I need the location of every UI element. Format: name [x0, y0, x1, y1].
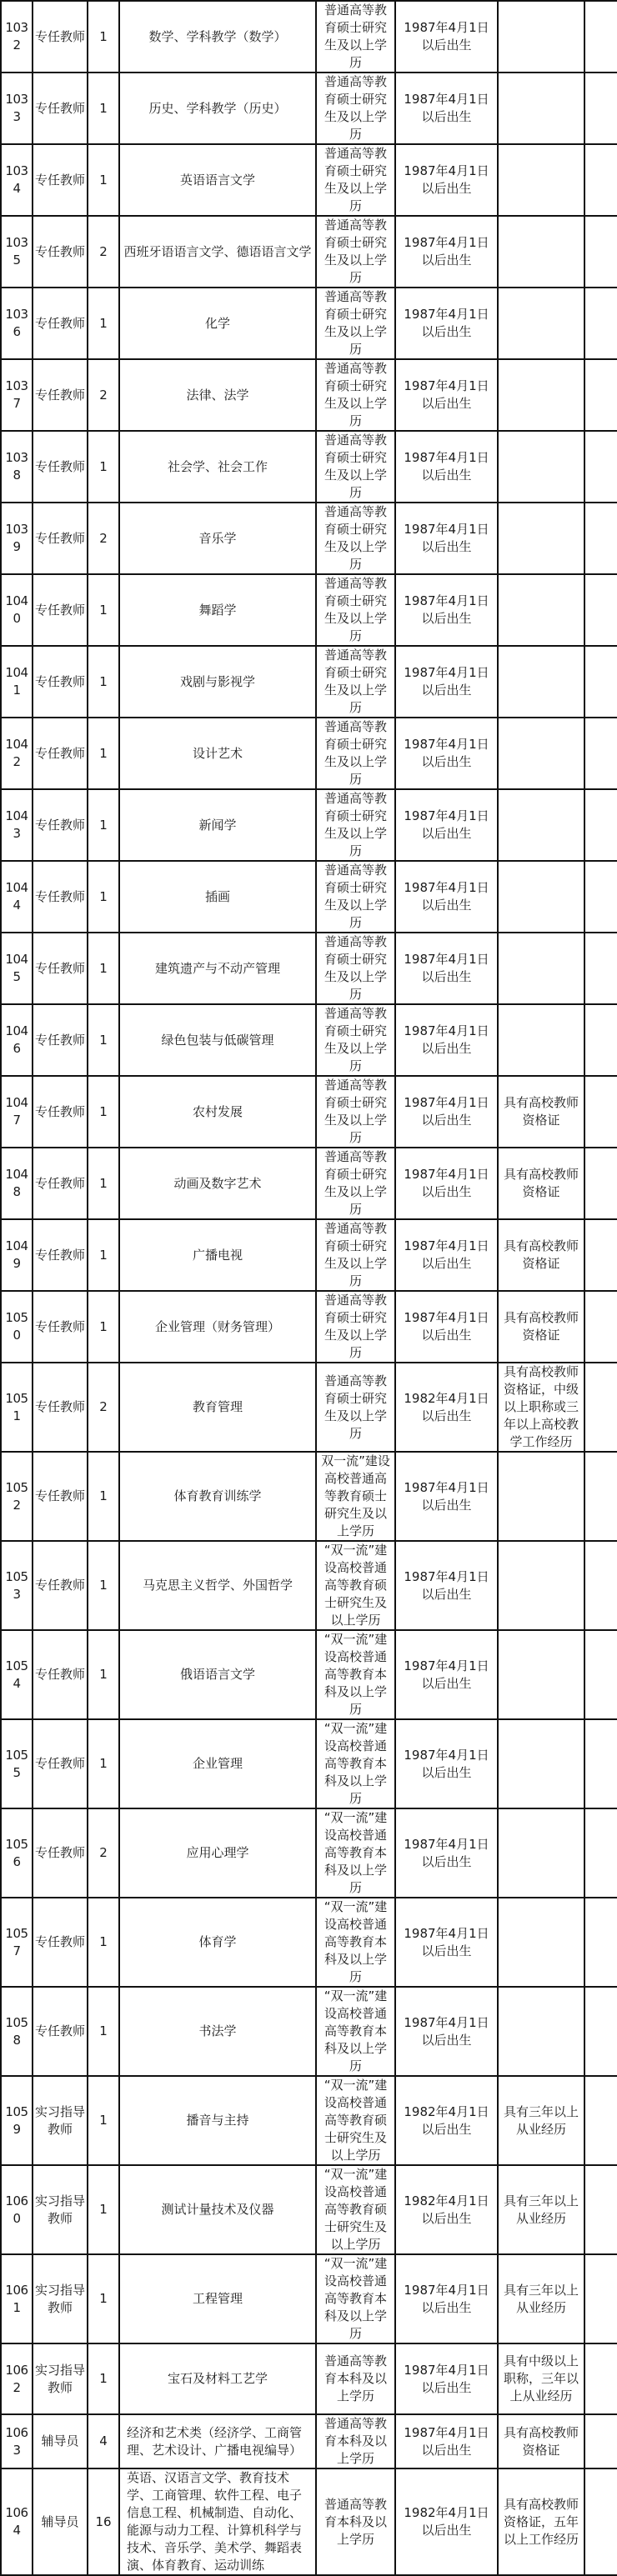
birth-date-cell: 1987年4月1日以后出生: [395, 933, 498, 1004]
other-requirement-cell: [498, 1630, 584, 1719]
birth-date-cell: 1987年4月1日以后出生: [395, 288, 498, 359]
table-row: [1, 861, 617, 933]
major-cell: 英语语言文学: [119, 144, 316, 216]
education-cell: 普通高等教育硕士研究生及以上学历: [316, 1076, 395, 1148]
headcount-cell: 2: [88, 1363, 119, 1452]
position-name-cell: 专任教师: [33, 1148, 88, 1219]
headcount-cell: 1: [88, 1291, 119, 1363]
headcount-cell: 1: [88, 2254, 119, 2343]
major-cell: 社会学、社会工作: [119, 431, 316, 503]
birth-date-cell: 1987年4月1日以后出生: [395, 144, 498, 216]
remarks-cell: [584, 2076, 617, 2165]
major-cell: 广播电视: [119, 1219, 316, 1291]
headcount-cell: 1: [88, 1452, 119, 1541]
other-requirement-cell: [498, 718, 584, 789]
position-code-cell: 1058: [1, 1987, 33, 2076]
major-cell: 建筑遗产与不动产管理: [119, 933, 316, 1004]
major-cell: 企业管理（财务管理）: [119, 1291, 316, 1363]
position-code-cell: 1055: [1, 1719, 33, 1808]
headcount-cell: 1: [88, 2076, 119, 2165]
birth-date-cell: 1987年4月1日以后出生: [395, 2254, 498, 2343]
birth-date-cell: 1987年4月1日以后出生: [395, 574, 498, 646]
table-row: [1, 2076, 617, 2165]
remarks-cell: [584, 503, 617, 574]
education-cell: “双一流”建设高校普通高等教育硕士研究生及以上学历: [316, 2076, 395, 2165]
position-name-cell: 实习指导教师: [33, 2254, 88, 2343]
position-name-cell: 专任教师: [33, 861, 88, 933]
headcount-cell: 16: [88, 2468, 119, 2575]
headcount-cell: 1: [88, 718, 119, 789]
headcount-cell: 1: [88, 789, 119, 861]
position-name-cell: 专任教师: [33, 1808, 88, 1898]
birth-date-cell: 1987年4月1日以后出生: [395, 73, 498, 144]
position-name-cell: 专任教师: [33, 646, 88, 718]
major-cell: 插画: [119, 861, 316, 933]
other-requirement-cell: [498, 144, 584, 216]
headcount-cell: 1: [88, 861, 119, 933]
position-name-cell: 实习指导教师: [33, 2343, 88, 2414]
major-cell: 法律、法学: [119, 359, 316, 431]
birth-date-cell: 1987年4月1日以后出生: [395, 1148, 498, 1219]
headcount-cell: 2: [88, 359, 119, 431]
education-cell: “双一流”建设高校普通高等教育本科及以上学历: [316, 1987, 395, 2076]
other-requirement-cell: 具有中级以上职称，三年以上从业经历: [498, 2343, 584, 2414]
education-cell: “双一流”建设高校普通高等教育硕士研究生及以上学历: [316, 1541, 395, 1630]
birth-date-cell: 1982年4月1日以后出生: [395, 1363, 498, 1452]
headcount-cell: 1: [88, 1004, 119, 1076]
birth-date-cell: 1987年4月1日以后出生: [395, 789, 498, 861]
headcount-cell: 1: [88, 1, 119, 73]
headcount-cell: 1: [88, 1219, 119, 1291]
major-cell: 西班牙语语言文学、德语语言文学: [119, 216, 316, 288]
other-requirement-cell: [498, 431, 584, 503]
birth-date-cell: 1987年4月1日以后出生: [395, 1004, 498, 1076]
remarks-cell: [584, 1291, 617, 1363]
position-code-cell: 1049: [1, 1219, 33, 1291]
position-code-cell: 1042: [1, 718, 33, 789]
remarks-cell: [584, 646, 617, 718]
major-cell: 农村发展: [119, 1076, 316, 1148]
remarks-cell: [584, 1363, 617, 1452]
major-cell: 企业管理: [119, 1719, 316, 1808]
other-requirement-cell: [498, 1987, 584, 2076]
other-requirement-cell: [498, 73, 584, 144]
major-cell: 数学、学科教学（数学）: [119, 1, 316, 73]
headcount-cell: 1: [88, 288, 119, 359]
table-row: [1, 1898, 617, 1987]
headcount-cell: 2: [88, 1808, 119, 1898]
remarks-cell: [584, 933, 617, 1004]
other-requirement-cell: [498, 1004, 584, 1076]
position-code-cell: 1048: [1, 1148, 33, 1219]
education-cell: 普通高等教育硕士研究生及以上学历: [316, 288, 395, 359]
position-code-cell: 1037: [1, 359, 33, 431]
position-code-cell: 1045: [1, 933, 33, 1004]
headcount-cell: 1: [88, 1148, 119, 1219]
position-code-cell: 1062: [1, 2343, 33, 2414]
other-requirement-cell: [498, 1452, 584, 1541]
major-cell: 体育教育训练学: [119, 1452, 316, 1541]
other-requirement-cell: 具有高校教师资格证: [498, 1148, 584, 1219]
major-cell: 宝石及材料工艺学: [119, 2343, 316, 2414]
table-row: [1, 144, 617, 216]
major-cell: 绿色包装与低碳管理: [119, 1004, 316, 1076]
headcount-cell: 1: [88, 144, 119, 216]
other-requirement-cell: 具有三年以上从业经历: [498, 2076, 584, 2165]
position-code-cell: 1059: [1, 2076, 33, 2165]
position-code-cell: 1054: [1, 1630, 33, 1719]
position-code-cell: 1043: [1, 789, 33, 861]
table-row: [1, 288, 617, 359]
position-name-cell: 专任教师: [33, 1363, 88, 1452]
table-row: [1, 1630, 617, 1719]
education-cell: 普通高等教育本科及以上学历: [316, 2468, 395, 2575]
major-cell: 测试计量技术及仪器: [119, 2165, 316, 2254]
major-cell: 应用心理学: [119, 1808, 316, 1898]
birth-date-cell: 1982年4月1日以后出生: [395, 2468, 498, 2575]
position-name-cell: 专任教师: [33, 718, 88, 789]
remarks-cell: [584, 2165, 617, 2254]
education-cell: “双一流”建设高校普通高等教育本科及以上学历: [316, 1898, 395, 1987]
education-cell: 普通高等教育硕士研究生及以上学历: [316, 1148, 395, 1219]
headcount-cell: 1: [88, 73, 119, 144]
major-cell: 英语、汉语言文学、教育技术学、工商管理、软件工程、电子信息工程、机械制造、自动化、能源与动力工程、计算机科学与技术、音乐学、美术学、舞蹈表演、体育教育、运动训练: [119, 2468, 316, 2575]
position-name-cell: 专任教师: [33, 1987, 88, 2076]
birth-date-cell: 1987年4月1日以后出生: [395, 1987, 498, 2076]
major-cell: 体育学: [119, 1898, 316, 1987]
position-code-cell: 1046: [1, 1004, 33, 1076]
education-cell: “双一流”建设高校普通高等教育本科及以上学历: [316, 1630, 395, 1719]
table-row: [1, 2165, 617, 2254]
position-code-cell: 1039: [1, 503, 33, 574]
birth-date-cell: 1987年4月1日以后出生: [395, 1076, 498, 1148]
other-requirement-cell: [498, 1719, 584, 1808]
education-cell: 普通高等教育硕士研究生及以上学历: [316, 359, 395, 431]
remarks-cell: [584, 574, 617, 646]
position-name-cell: 专任教师: [33, 73, 88, 144]
position-code-cell: 1052: [1, 1452, 33, 1541]
table-row: [1, 1, 617, 73]
table-row: [1, 503, 617, 574]
birth-date-cell: 1987年4月1日以后出生: [395, 861, 498, 933]
major-cell: 设计艺术: [119, 718, 316, 789]
birth-date-cell: 1987年4月1日以后出生: [395, 646, 498, 718]
position-name-cell: 专任教师: [33, 431, 88, 503]
other-requirement-cell: [498, 1808, 584, 1898]
position-code-cell: 1064: [1, 2468, 33, 2575]
table-row: [1, 718, 617, 789]
birth-date-cell: 1987年4月1日以后出生: [395, 2343, 498, 2414]
headcount-cell: 1: [88, 1987, 119, 2076]
position-code-cell: 1051: [1, 1363, 33, 1452]
education-cell: 普通高等教育本科及以上学历: [316, 2414, 395, 2468]
education-cell: 普通高等教育本科及以上学历: [316, 2343, 395, 2414]
major-cell: 工程管理: [119, 2254, 316, 2343]
table-row: [1, 2254, 617, 2343]
position-name-cell: 专任教师: [33, 359, 88, 431]
position-code-cell: 1053: [1, 1541, 33, 1630]
table-row: [1, 933, 617, 1004]
remarks-cell: [584, 73, 617, 144]
headcount-cell: 1: [88, 933, 119, 1004]
position-name-cell: 专任教师: [33, 1541, 88, 1630]
major-cell: 经济和艺术类（经济学、工商管理、艺术设计、广播电视编导）: [119, 2414, 316, 2468]
position-name-cell: 专任教师: [33, 1630, 88, 1719]
education-cell: “双一流”建设高校普通高等教育本科及以上学历: [316, 2254, 395, 2343]
headcount-cell: 1: [88, 1076, 119, 1148]
headcount-cell: 2: [88, 216, 119, 288]
headcount-cell: 1: [88, 1719, 119, 1808]
remarks-cell: [584, 2414, 617, 2468]
major-cell: 戏剧与影视学: [119, 646, 316, 718]
education-cell: 普通高等教育硕士研究生及以上学历: [316, 216, 395, 288]
major-cell: 化学: [119, 288, 316, 359]
table-row: [1, 2414, 617, 2468]
table-row: [1, 1808, 617, 1898]
education-cell: 普通高等教育硕士研究生及以上学历: [316, 1219, 395, 1291]
position-name-cell: 专任教师: [33, 1898, 88, 1987]
remarks-cell: [584, 1076, 617, 1148]
other-requirement-cell: [498, 1541, 584, 1630]
position-name-cell: 专任教师: [33, 574, 88, 646]
table-row: [1, 1076, 617, 1148]
remarks-cell: [584, 1, 617, 73]
table-row: [1, 359, 617, 431]
education-cell: 普通高等教育硕士研究生及以上学历: [316, 646, 395, 718]
remarks-cell: [584, 1898, 617, 1987]
other-requirement-cell: [498, 861, 584, 933]
education-cell: 普通高等教育硕士研究生及以上学历: [316, 503, 395, 574]
other-requirement-cell: 具有三年以上从业经历: [498, 2165, 584, 2254]
other-requirement-cell: [498, 1898, 584, 1987]
position-name-cell: 专任教师: [33, 503, 88, 574]
table-row: [1, 1719, 617, 1808]
remarks-cell: [584, 1808, 617, 1898]
position-name-cell: 专任教师: [33, 1076, 88, 1148]
headcount-cell: 2: [88, 503, 119, 574]
table-row: [1, 1148, 617, 1219]
birth-date-cell: 1987年4月1日以后出生: [395, 1808, 498, 1898]
birth-date-cell: 1987年4月1日以后出生: [395, 1, 498, 73]
birth-date-cell: 1982年4月1日以后出生: [395, 2076, 498, 2165]
remarks-cell: [584, 2343, 617, 2414]
headcount-cell: 1: [88, 2343, 119, 2414]
education-cell: “双一流”建设高校普通高等教育硕士研究生及以上学历: [316, 2165, 395, 2254]
education-cell: 普通高等教育硕士研究生及以上学历: [316, 1004, 395, 1076]
table-row: [1, 574, 617, 646]
other-requirement-cell: 具有三年以上从业经历: [498, 2254, 584, 2343]
headcount-cell: 1: [88, 431, 119, 503]
position-code-cell: 1044: [1, 861, 33, 933]
other-requirement-cell: [498, 646, 584, 718]
position-code-cell: 1057: [1, 1898, 33, 1987]
position-code-cell: 1061: [1, 2254, 33, 2343]
table-row: [1, 1291, 617, 1363]
education-cell: 普通高等教育硕士研究生及以上学历: [316, 574, 395, 646]
birth-date-cell: 1987年4月1日以后出生: [395, 1452, 498, 1541]
position-code-cell: 1036: [1, 288, 33, 359]
position-code-cell: 1060: [1, 2165, 33, 2254]
headcount-cell: 4: [88, 2414, 119, 2468]
position-name-cell: 专任教师: [33, 1004, 88, 1076]
table-row: [1, 1452, 617, 1541]
major-cell: 历史、学科教学（历史）: [119, 73, 316, 144]
position-name-cell: 专任教师: [33, 789, 88, 861]
education-cell: 普通高等教育硕士研究生及以上学历: [316, 431, 395, 503]
birth-date-cell: 1987年4月1日以后出生: [395, 1541, 498, 1630]
education-cell: 双一流”建设高校普通高等教育硕士研究生及以上学历: [316, 1452, 395, 1541]
position-name-cell: 辅导员: [33, 2468, 88, 2575]
remarks-cell: [584, 1719, 617, 1808]
birth-date-cell: 1987年4月1日以后出生: [395, 359, 498, 431]
other-requirement-cell: 具有高校教师资格证: [498, 1219, 584, 1291]
education-cell: 普通高等教育硕士研究生及以上学历: [316, 789, 395, 861]
table-row: [1, 1363, 617, 1452]
position-code-cell: 1033: [1, 73, 33, 144]
other-requirement-cell: [498, 574, 584, 646]
other-requirement-cell: [498, 933, 584, 1004]
birth-date-cell: 1987年4月1日以后出生: [395, 503, 498, 574]
other-requirement-cell: 具有高校教师资格证: [498, 1076, 584, 1148]
major-cell: 俄语语言文学: [119, 1630, 316, 1719]
position-name-cell: 实习指导教师: [33, 2076, 88, 2165]
table-row: [1, 216, 617, 288]
headcount-cell: 1: [88, 1630, 119, 1719]
position-name-cell: 专任教师: [33, 1719, 88, 1808]
birth-date-cell: 1987年4月1日以后出生: [395, 1630, 498, 1719]
birth-date-cell: 1987年4月1日以后出生: [395, 1291, 498, 1363]
birth-date-cell: 1987年4月1日以后出生: [395, 1898, 498, 1987]
remarks-cell: [584, 2468, 617, 2575]
remarks-cell: [584, 1452, 617, 1541]
headcount-cell: 1: [88, 1898, 119, 1987]
position-name-cell: 专任教师: [33, 933, 88, 1004]
headcount-cell: 1: [88, 2165, 119, 2254]
major-cell: 播音与主持: [119, 2076, 316, 2165]
education-cell: 普通高等教育硕士研究生及以上学历: [316, 1363, 395, 1452]
table-row: [1, 73, 617, 144]
position-code-cell: 1063: [1, 2414, 33, 2468]
remarks-cell: [584, 144, 617, 216]
remarks-cell: [584, 216, 617, 288]
education-cell: 普通高等教育硕士研究生及以上学历: [316, 144, 395, 216]
major-cell: 教育管理: [119, 1363, 316, 1452]
position-name-cell: 实习指导教师: [33, 2165, 88, 2254]
remarks-cell: [584, 718, 617, 789]
birth-date-cell: 1987年4月1日以后出生: [395, 2414, 498, 2468]
table-row: [1, 2343, 617, 2414]
position-code-cell: 1056: [1, 1808, 33, 1898]
remarks-cell: [584, 2254, 617, 2343]
other-requirement-cell: 具有高校教师资格证，中级以上职称或三年以上高校教学工作经历: [498, 1363, 584, 1452]
table-row: [1, 2468, 617, 2575]
education-cell: “双一流”建设高校普通高等教育本科及以上学历: [316, 1719, 395, 1808]
position-name-cell: 专任教师: [33, 1291, 88, 1363]
other-requirement-cell: [498, 359, 584, 431]
education-cell: 普通高等教育硕士研究生及以上学历: [316, 718, 395, 789]
birth-date-cell: 1987年4月1日以后出生: [395, 718, 498, 789]
table-row: [1, 789, 617, 861]
major-cell: 动画及数字艺术: [119, 1148, 316, 1219]
major-cell: 音乐学: [119, 503, 316, 574]
position-code-cell: 1032: [1, 1, 33, 73]
position-code-cell: 1050: [1, 1291, 33, 1363]
headcount-cell: 1: [88, 646, 119, 718]
remarks-cell: [584, 1630, 617, 1719]
birth-date-cell: 1987年4月1日以后出生: [395, 431, 498, 503]
headcount-cell: 1: [88, 1541, 119, 1630]
remarks-cell: [584, 1004, 617, 1076]
other-requirement-cell: [498, 216, 584, 288]
other-requirement-cell: [498, 789, 584, 861]
position-name-cell: 专任教师: [33, 144, 88, 216]
other-requirement-cell: 具有高校教师资格证: [498, 1291, 584, 1363]
remarks-cell: [584, 1148, 617, 1219]
position-name-cell: 辅导员: [33, 2414, 88, 2468]
birth-date-cell: 1987年4月1日以后出生: [395, 1219, 498, 1291]
other-requirement-cell: 具有高校教师资格证，五年以上工作经历: [498, 2468, 584, 2575]
position-code-cell: 1040: [1, 574, 33, 646]
table-row: [1, 1987, 617, 2076]
table-row: [1, 1219, 617, 1291]
position-name-cell: 专任教师: [33, 1, 88, 73]
position-name-cell: 专任教师: [33, 1452, 88, 1541]
remarks-cell: [584, 1987, 617, 2076]
remarks-cell: [584, 288, 617, 359]
position-code-cell: 1035: [1, 216, 33, 288]
position-name-cell: 专任教师: [33, 288, 88, 359]
education-cell: 普通高等教育硕士研究生及以上学历: [316, 933, 395, 1004]
major-cell: 马克思主义哲学、外国哲学: [119, 1541, 316, 1630]
major-cell: 书法学: [119, 1987, 316, 2076]
position-code-cell: 1034: [1, 144, 33, 216]
education-cell: 普通高等教育硕士研究生及以上学历: [316, 1291, 395, 1363]
remarks-cell: [584, 789, 617, 861]
birth-date-cell: 1987年4月1日以后出生: [395, 216, 498, 288]
remarks-cell: [584, 1219, 617, 1291]
position-code-cell: 1041: [1, 646, 33, 718]
remarks-cell: [584, 431, 617, 503]
remarks-cell: [584, 861, 617, 933]
education-cell: 普通高等教育硕士研究生及以上学历: [316, 1, 395, 73]
major-cell: 新闻学: [119, 789, 316, 861]
headcount-cell: 1: [88, 574, 119, 646]
position-code-cell: 1038: [1, 431, 33, 503]
table-row: [1, 646, 617, 718]
position-name-cell: 专任教师: [33, 216, 88, 288]
position-name-cell: 专任教师: [33, 1219, 88, 1291]
remarks-cell: [584, 1541, 617, 1630]
position-code-cell: 1047: [1, 1076, 33, 1148]
other-requirement-cell: [498, 503, 584, 574]
remarks-cell: [584, 359, 617, 431]
other-requirement-cell: 具有高校教师资格证: [498, 2414, 584, 2468]
other-requirement-cell: [498, 1, 584, 73]
education-cell: “双一流”建设高校普通高等教育本科及以上学历: [316, 1808, 395, 1898]
birth-date-cell: 1987年4月1日以后出生: [395, 1719, 498, 1808]
education-cell: 普通高等教育硕士研究生及以上学历: [316, 861, 395, 933]
major-cell: 舞蹈学: [119, 574, 316, 646]
education-cell: 普通高等教育硕士研究生及以上学历: [316, 73, 395, 144]
table-row: [1, 1541, 617, 1630]
table-row: [1, 1004, 617, 1076]
other-requirement-cell: [498, 288, 584, 359]
table-row: [1, 431, 617, 503]
birth-date-cell: 1982年4月1日以后出生: [395, 2165, 498, 2254]
